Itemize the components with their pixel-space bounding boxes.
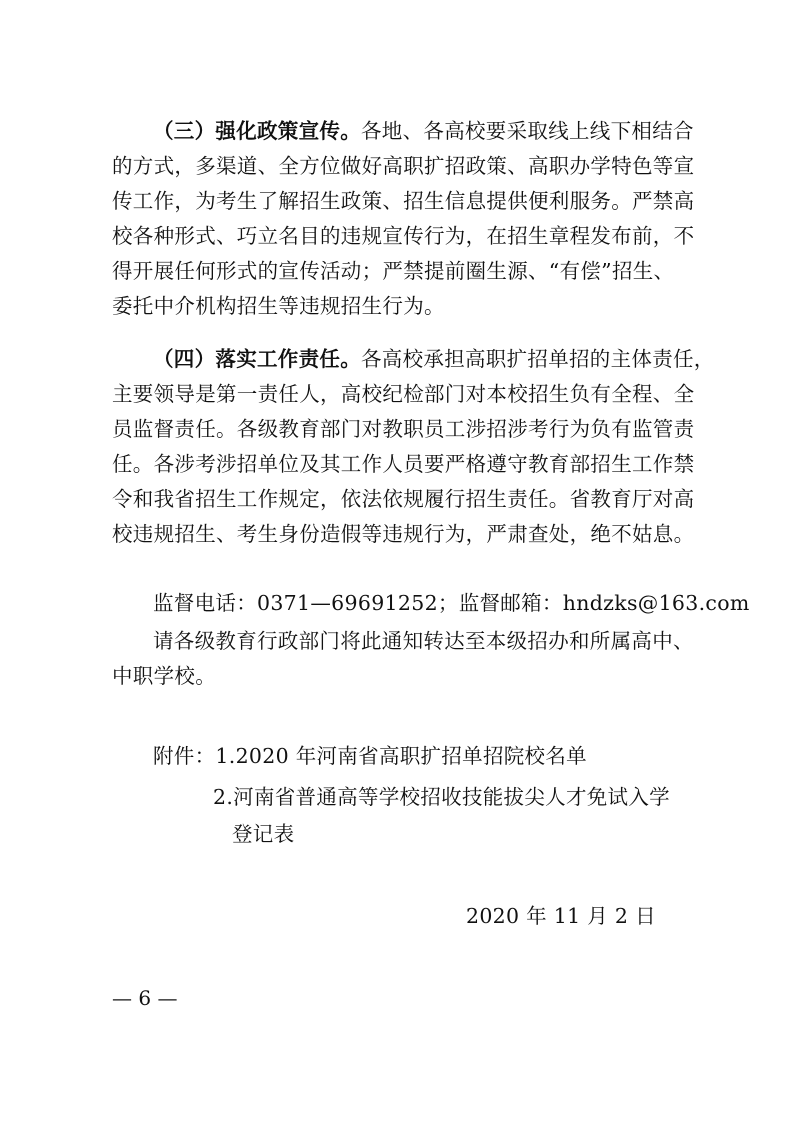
section-3-line-4: 校各种形式、巧立名目的违规宣传行为，在招生章程发布前，不 <box>112 224 695 248</box>
section-3-line-5: 得开展任何形式的宣传活动；严禁提前圈生源、“有偿”招生、 <box>112 259 675 283</box>
document-date: 2020 年 11 月 2 日 <box>466 904 656 928</box>
attachment-item-2: 2.河南省普通高等学校招收技能拔尖人才免试入学 <box>213 785 670 809</box>
section-4-line-6: 校违规招生、考生身份造假等违规行为，严肃查处，绝不姑息。 <box>112 522 695 546</box>
section-3-heading: （三）强化政策宣传。 <box>153 119 361 143</box>
page-number: — 6 — <box>112 986 178 1010</box>
attachment-item-2-continued: 登记表 <box>232 822 295 846</box>
section-4-line-4: 任。各涉考涉招单位及其工作人员要严格遵守教育部招生工作禁 <box>112 452 695 476</box>
attachments-first-line <box>153 739 587 774</box>
section-3-line-6: 委托中介机构招生等违规招生行为。 <box>112 294 445 318</box>
section-4-line-1: 各高校承担高职扩招单招的主体责任， <box>361 347 715 371</box>
notice-paragraph <box>112 624 694 694</box>
section-3-line-2: 的方式，多渠道、全方位做好高职扩招政策、高职办学特色等宣 <box>112 154 695 178</box>
notice-line-1: 请各级教育行政部门将此通知转达至本级招办和所属高中、 <box>153 629 694 653</box>
section-4-heading: （四）落实工作责任。 <box>153 347 361 371</box>
supervision-contact: 监督电话：0371—69691252；监督邮箱：hndzks@163.com <box>153 591 750 615</box>
section-4-line-2: 主要领导是第一责任人，高校纪检部门对本校招生负有全程、全 <box>112 382 695 406</box>
section-3-line-1: 各地、各高校要采取线上线下相结合 <box>361 119 694 143</box>
attachment-item-1: 1.2020 年河南省高职扩招单招院校名单 <box>215 744 587 768</box>
section-3-first-line <box>112 114 694 149</box>
section-3-paragraph <box>112 114 695 324</box>
attachments-label: 附件： <box>153 744 216 768</box>
section-4-paragraph <box>112 342 715 552</box>
notice-line-2: 中职学校。 <box>112 664 216 688</box>
section-4-line-5: 令和我省招生工作规定，依法依规履行招生责任。省教育厅对高 <box>112 487 695 511</box>
section-4-first-line <box>112 342 715 377</box>
section-4-line-3: 员监督责任。各级教育部门对教职员工涉招涉考行为负有监管责 <box>112 417 695 441</box>
section-3-line-3: 传工作，为考生了解招生政策、招生信息提供便利服务。严禁高 <box>112 189 695 213</box>
